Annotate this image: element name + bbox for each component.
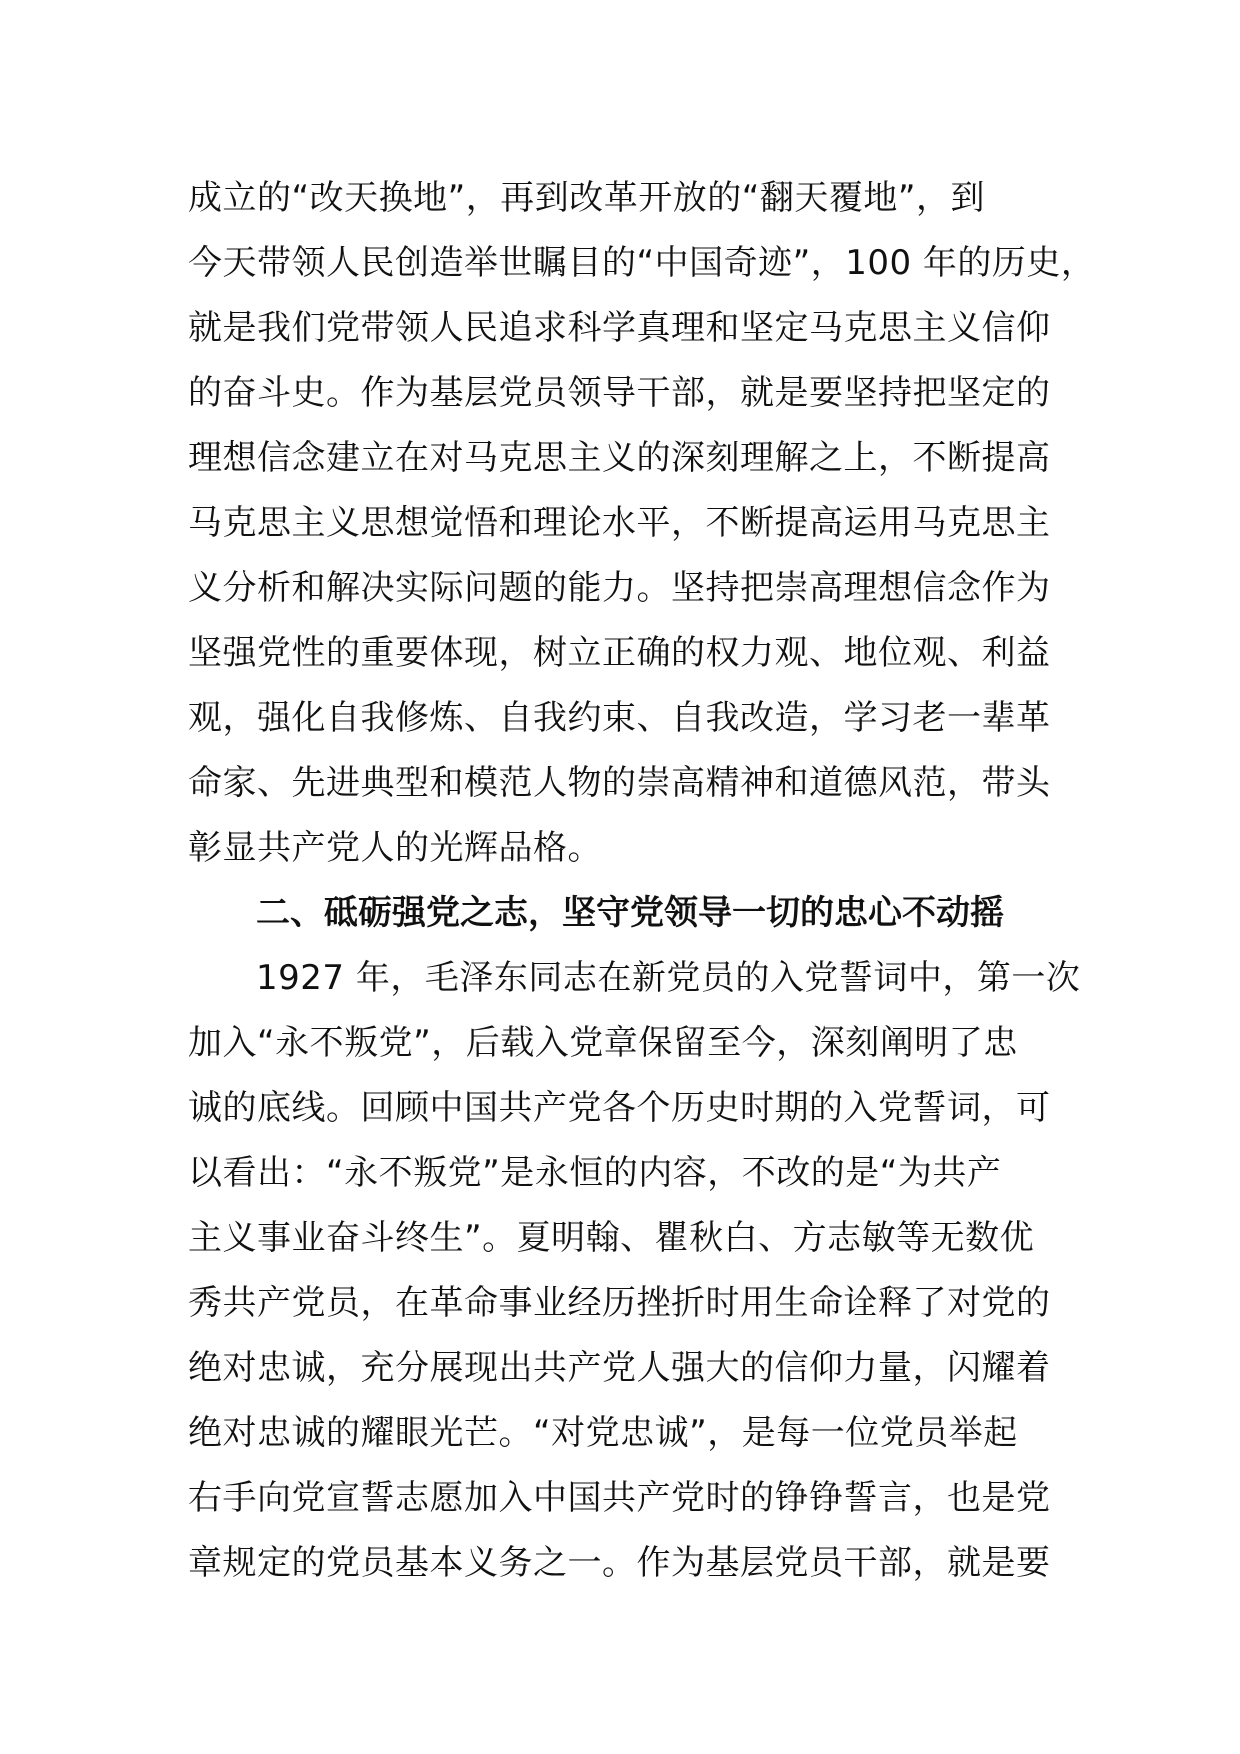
text-line: 坚强党性的重要体现，树立正确的权力观、地位观、利益: [188, 633, 1051, 673]
text-line: 就是我们党带领人民追求科学真理和坚定马克思主义信仰: [188, 308, 1051, 348]
text-line: 观，强化自我修炼、自我约束、自我改造，学习老一辈革: [188, 698, 1051, 738]
text-line: 绝对忠诚的耀眼光芒。“对党忠诚”，是每一位党员举起: [188, 1413, 1018, 1453]
text-line: 章规定的党员基本义务之一。作为基层党员干部，就是要: [188, 1543, 1051, 1583]
text-line: 以看出：“永不叛党”是永恒的内容，不改的是“为共产: [188, 1153, 1002, 1193]
body-text: [188, 166, 1096, 1596]
text-line: 加入“永不叛党”，后载入党章保留至今，深刻阐明了忠: [188, 1023, 1018, 1063]
text-line: 义分析和解决实际问题的能力。坚持把崇高理想信念作为: [188, 568, 1051, 608]
text-line: 今天带领人民创造举世瞩目的“中国奇迹”，100 年的历史，: [188, 243, 1096, 283]
text-line: 秀共产党员，在革命事业经历挫折时用生命诠释了对党的: [188, 1283, 1051, 1323]
text-line: 马克思主义思想觉悟和理论水平，不断提高运用马克思主: [188, 503, 1051, 543]
text-line: 理想信念建立在对马克思主义的深刻理解之上，不断提高: [188, 438, 1051, 478]
paragraph-first-line: 1927 年，毛泽东同志在新党员的入党誓词中，第一次: [256, 958, 1081, 998]
text-line: 彰显共产党人的光辉品格。: [188, 828, 602, 868]
text-line: 主义事业奋斗终生”。夏明翰、瞿秋白、方志敏等无数优: [188, 1218, 1035, 1258]
text-line: 右手向党宣誓志愿加入中国共产党时的铮铮誓言，也是党: [188, 1478, 1051, 1518]
text-line: 成立的“改天换地”，再到改革开放的“翻天覆地”，到: [188, 178, 985, 218]
text-line: 诚的底线。回顾中国共产党各个历史时期的入党誓词，可: [188, 1088, 1051, 1128]
text-line: 命家、先进典型和模范人物的崇高精神和道德风范，带头: [188, 763, 1051, 803]
text-line: 的奋斗史。作为基层党员领导干部，就是要坚持把坚定的: [188, 373, 1051, 413]
text-line: 绝对忠诚，充分展现出共产党人强大的信仰力量，闪耀着: [188, 1348, 1051, 1388]
section-heading: 二、砥砺强党之志，坚守党领导一切的忠心不动摇: [256, 893, 1004, 933]
